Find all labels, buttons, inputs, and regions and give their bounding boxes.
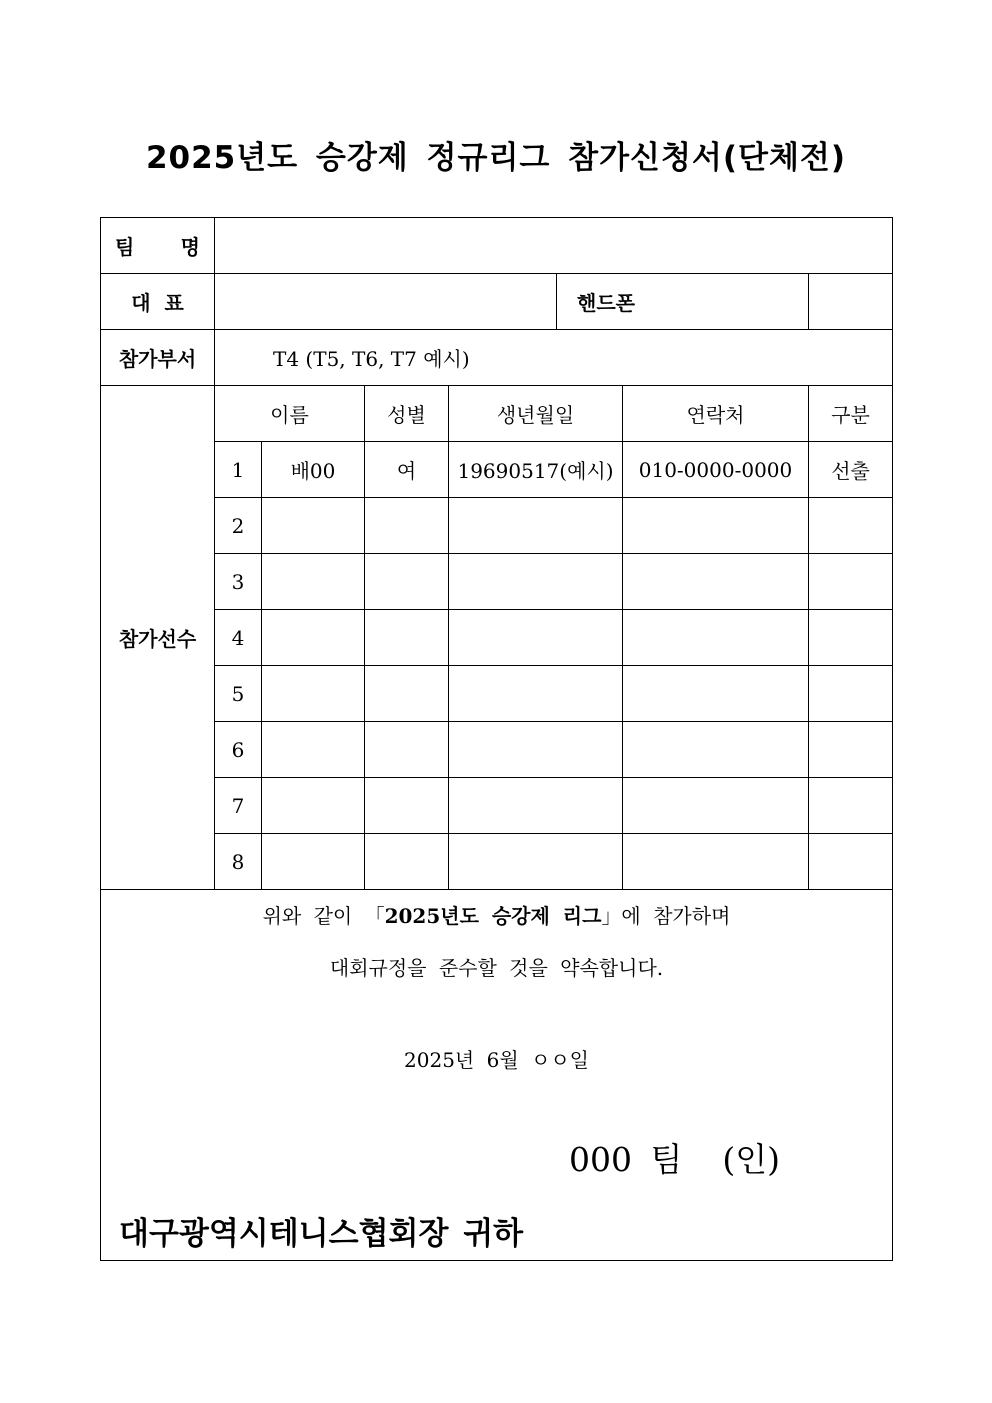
player-name-cell[interactable]: [262, 610, 365, 666]
players-header-row: [101, 386, 893, 442]
player-contact-cell[interactable]: [623, 722, 809, 778]
player-birthdate-cell[interactable]: [449, 778, 623, 834]
col-header-birthdate: 생년월일: [449, 386, 623, 442]
player-type-cell[interactable]: [809, 778, 893, 834]
col-header-name: 이름: [215, 386, 365, 442]
player-gender-cell[interactable]: [365, 610, 449, 666]
player-contact-cell[interactable]: [623, 554, 809, 610]
row-number: 4: [215, 610, 262, 666]
division-label: 참가부서: [101, 330, 215, 386]
team-name-label: 팀 명: [101, 218, 215, 274]
application-form-table: [100, 217, 893, 1261]
player-gender-cell[interactable]: [365, 554, 449, 610]
player-type-cell[interactable]: [809, 722, 893, 778]
player-name-cell[interactable]: [262, 834, 365, 890]
application-date[interactable]: 2025년 6월 ㅇㅇ일: [404, 1048, 589, 1072]
row-number: 7: [215, 778, 262, 834]
player-name-cell[interactable]: [262, 778, 365, 834]
player-gender-cell[interactable]: 여: [365, 442, 449, 498]
col-header-gender: 성별: [365, 386, 449, 442]
player-gender-cell[interactable]: [365, 834, 449, 890]
row-number: 8: [215, 834, 262, 890]
player-gender-cell[interactable]: [365, 722, 449, 778]
league-name: 2025년도 승강제 리그: [384, 904, 602, 928]
pledge-section: [101, 890, 893, 1261]
player-gender-cell[interactable]: [365, 666, 449, 722]
pledge-line-1: 위와 같이 「2025년도 승강제 리그」에 참가하며: [262, 904, 731, 928]
pledge-line-2: 대회규정을 준수할 것을 약속합니다.: [329, 956, 664, 980]
row-number: 2: [215, 498, 262, 554]
player-name-cell[interactable]: 배00: [262, 442, 365, 498]
representative-label: 대 표: [101, 274, 215, 330]
table-row: [101, 834, 893, 890]
row-number: 3: [215, 554, 262, 610]
player-name-cell[interactable]: [262, 722, 365, 778]
table-row: [101, 554, 893, 610]
player-type-cell[interactable]: [809, 834, 893, 890]
representative-field[interactable]: [215, 274, 557, 330]
player-birthdate-cell[interactable]: [449, 722, 623, 778]
division-value[interactable]: T4 (T5, T6, T7 예시): [215, 330, 893, 386]
recipient: 대구광역시테니스협회장 귀하: [119, 1216, 524, 1252]
seal-mark: (인): [722, 1140, 780, 1179]
players-label: 참가선수: [101, 386, 215, 890]
player-contact-cell[interactable]: [623, 778, 809, 834]
team-name-row: [101, 218, 893, 274]
player-name-cell[interactable]: [262, 666, 365, 722]
player-type-cell[interactable]: [809, 554, 893, 610]
table-row: [101, 442, 893, 498]
player-name-cell[interactable]: [262, 554, 365, 610]
team-name-field[interactable]: [215, 218, 893, 274]
player-type-cell[interactable]: [809, 498, 893, 554]
table-row: [101, 610, 893, 666]
player-contact-cell[interactable]: [623, 610, 809, 666]
division-row: [101, 330, 893, 386]
phone-label: 핸드폰: [557, 274, 809, 330]
player-contact-cell[interactable]: [623, 666, 809, 722]
table-row: [101, 778, 893, 834]
row-number: 6: [215, 722, 262, 778]
player-gender-cell[interactable]: [365, 498, 449, 554]
player-type-cell[interactable]: 선출: [809, 442, 893, 498]
player-birthdate-cell[interactable]: [449, 610, 623, 666]
team-signature: [569, 1134, 780, 1181]
table-row: [101, 722, 893, 778]
player-birthdate-cell[interactable]: [449, 554, 623, 610]
document-title: 2025년도 승강제 정규리그 참가신청서(단체전): [145, 140, 847, 176]
player-contact-cell[interactable]: [623, 834, 809, 890]
player-birthdate-cell[interactable]: [449, 666, 623, 722]
col-header-type: 구분: [809, 386, 893, 442]
player-type-cell[interactable]: [809, 666, 893, 722]
player-birthdate-cell[interactable]: [449, 834, 623, 890]
table-row: [101, 666, 893, 722]
player-contact-cell[interactable]: 010-0000-0000: [623, 442, 809, 498]
player-name-cell[interactable]: [262, 498, 365, 554]
player-contact-cell[interactable]: [623, 498, 809, 554]
row-number: 5: [215, 666, 262, 722]
player-birthdate-cell[interactable]: 19690517(예시): [449, 442, 623, 498]
pledge-row: [101, 890, 893, 1261]
col-header-contact: 연락처: [623, 386, 809, 442]
row-number: 1: [215, 442, 262, 498]
player-gender-cell[interactable]: [365, 778, 449, 834]
representative-row: [101, 274, 893, 330]
team-signature-name[interactable]: 000 팀: [569, 1140, 683, 1179]
phone-field[interactable]: [809, 274, 893, 330]
player-type-cell[interactable]: [809, 610, 893, 666]
player-birthdate-cell[interactable]: [449, 498, 623, 554]
table-row: [101, 498, 893, 554]
